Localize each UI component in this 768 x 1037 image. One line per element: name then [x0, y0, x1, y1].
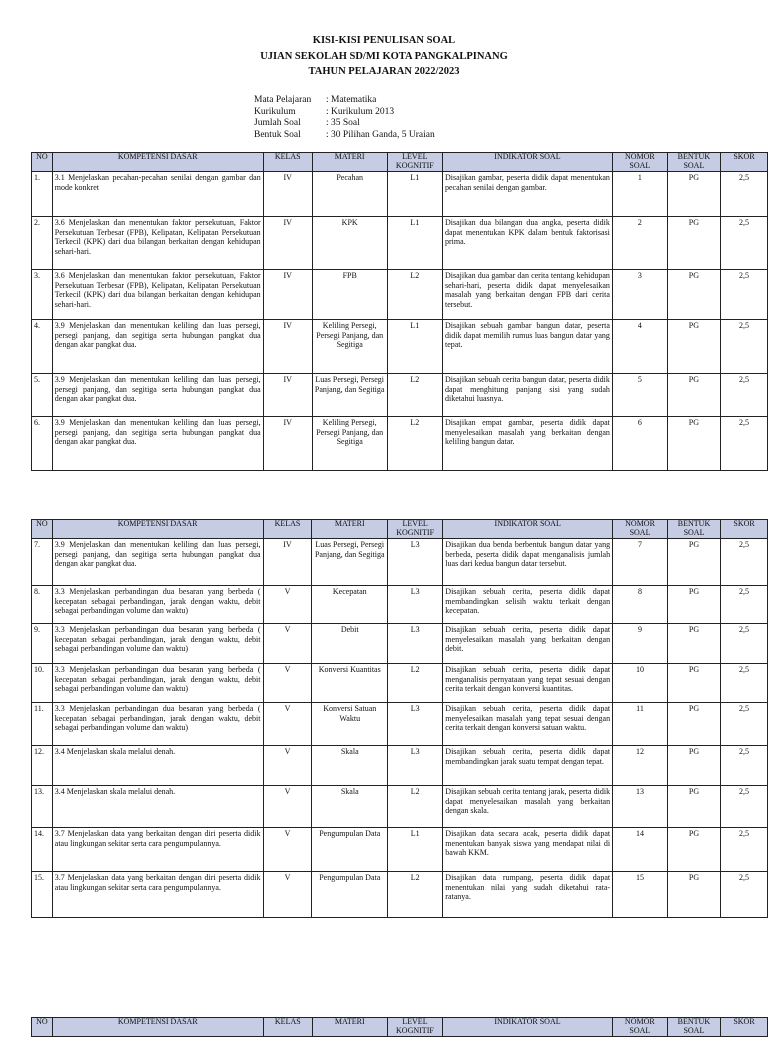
no-cell: 14.	[32, 828, 53, 872]
kelas-cell: IV	[263, 417, 312, 471]
skor-cell: 2,5	[720, 172, 767, 217]
info-label: Jumlah Soal	[254, 118, 301, 128]
no-cell: 7.	[32, 539, 53, 586]
info-value: : 30 Pilihan Ganda, 5 Uraian	[326, 129, 435, 140]
column-header: SKOR	[720, 1018, 767, 1037]
grid-table-1	[31, 152, 768, 471]
indikator-cell: Disajikan sebuah gambar bangun datar, peserta didik dapat memilih rumus luas bangun datar yang tepat.	[442, 320, 612, 374]
indikator-cell: Disajikan data rumpang, peserta didik dapat menentukan nilai yang sudah diketahui rata-ratanya.	[443, 872, 613, 918]
column-header: BENTUK SOAL	[667, 153, 720, 172]
materi-cell: Pecahan	[312, 172, 387, 217]
nomor-cell: 10	[613, 664, 668, 703]
kelas-cell: V	[263, 664, 312, 703]
column-header: LEVEL KOGNITIF	[387, 153, 442, 172]
table-row	[32, 172, 768, 217]
no-cell: 3.	[32, 270, 53, 320]
column-header: NOMOR SOAL	[612, 153, 667, 172]
grid-table-3-header	[31, 1017, 768, 1037]
materi-cell: Kecepatan	[312, 586, 388, 624]
kelas-cell: IV	[263, 217, 312, 270]
no-cell: 9.	[32, 624, 53, 664]
kelas-cell: IV	[263, 172, 312, 217]
table-row	[32, 664, 768, 703]
column-header: SKOR	[720, 153, 767, 172]
indikator-cell: Disajikan sebuah cerita, peserta didik dapat menyelesaikan masalah yang tepat sesuai dengan cerita terkait dengan konversi satuan waktu.	[443, 703, 613, 746]
kompetensi-cell: 3.4 Menjelaskan skala melalui denah.	[52, 746, 263, 786]
info-value: : 35 Soal	[326, 118, 360, 128]
indikator-cell: Disajikan sebuah cerita, peserta didik dapat membandingkan selisih waktu terkait dengan kecepatan.	[443, 586, 613, 624]
kompetensi-cell: 3.7 Menjelaskan data yang berkaitan dengan diri peserta didik atau lingkungan sekitar serta cara pengumpulannya.	[52, 872, 263, 918]
column-header: KOMPETENSI DASAR	[52, 520, 263, 539]
nomor-cell: 13	[613, 786, 668, 828]
bentuk-cell: PG	[667, 664, 720, 703]
kompetensi-cell: 3.9 Menjelaskan dan menentukan keliling dan luas persegi, persegi panjang, dan segitiga serta hubungan pangkat dua dengan akar pangkat dua.	[52, 539, 263, 586]
skor-cell: 2,5	[720, 217, 767, 270]
nomor-cell: 9	[613, 624, 668, 664]
bentuk-cell: PG	[667, 320, 720, 374]
level-cell: L2	[388, 872, 443, 918]
column-header: KELAS	[263, 520, 312, 539]
info-label: Mata Pelajaran	[254, 95, 312, 105]
table-row	[32, 217, 768, 270]
bentuk-cell: PG	[667, 539, 720, 586]
bentuk-cell: PG	[667, 374, 720, 417]
materi-cell: KPK	[312, 217, 387, 270]
nomor-cell: 8	[613, 586, 668, 624]
kelas-cell: IV	[263, 320, 312, 374]
indikator-cell: Disajikan gambar, peserta didik dapat menentukan pecahan senilai dengan gambar.	[442, 172, 612, 217]
indikator-cell: Disajikan sebuah cerita, peserta didik dapat membandingkan jarak suatu tempat dengan tepat.	[443, 746, 613, 786]
materi-cell: Pengumpulan Data	[312, 828, 388, 872]
kelas-cell: V	[263, 786, 312, 828]
column-header: LEVEL KOGNITIF	[388, 520, 443, 539]
nomor-cell: 1	[612, 172, 667, 217]
no-cell: 1.	[32, 172, 53, 217]
kompetensi-cell: 3.3 Menjelaskan perbandingan dua besaran yang berbeda ( kecepatan sebagai perbandingan, jarak dengan waktu, debit sebagai perbandingan volume dan waktu)	[52, 586, 263, 624]
kelas-cell: V	[263, 624, 312, 664]
materi-cell: FPB	[312, 270, 387, 320]
info-row	[254, 95, 435, 107]
indikator-cell: Disajikan empat gambar, peserta didik dapat menyelesaikan masalah yang berkaitan dengan keliling bangun datar.	[442, 417, 612, 471]
document-header	[0, 33, 768, 80]
skor-cell: 2,5	[720, 417, 767, 471]
indikator-cell: Disajikan dua benda berbentuk bangun datar yang berbeda, peserta didik dapat menganalisis jumlah luas dari kedua bangun datar tersebut.	[443, 539, 613, 586]
table-row	[32, 270, 768, 320]
table-row	[32, 586, 768, 624]
column-header: MATERI	[312, 1018, 387, 1037]
kelas-cell: V	[263, 746, 312, 786]
no-cell: 6.	[32, 417, 53, 471]
bentuk-cell: PG	[667, 417, 720, 471]
level-cell: L3	[388, 746, 443, 786]
bentuk-cell: PG	[667, 586, 720, 624]
nomor-cell: 2	[612, 217, 667, 270]
no-cell: 11.	[32, 703, 53, 746]
bentuk-cell: PG	[667, 828, 720, 872]
bentuk-cell: PG	[667, 703, 720, 746]
nomor-cell: 3	[612, 270, 667, 320]
table-row	[32, 539, 768, 586]
column-header: MATERI	[312, 153, 387, 172]
indikator-cell: Disajikan dua bilangan dua angka, peserta didik dapat menentukan KPK dalam bentuk faktorisasi prima.	[442, 217, 612, 270]
kompetensi-cell: 3.9 Menjelaskan dan menentukan keliling dan luas persegi, persegi panjang, dan segitiga serta hubungan pangkat dua dengan akar pangkat dua.	[52, 374, 263, 417]
kompetensi-cell: 3.9 Menjelaskan dan menentukan keliling dan luas persegi, persegi panjang, dan segitiga serta hubungan pangkat dua dengan akar pangkat dua.	[52, 320, 263, 374]
indikator-cell: Disajikan sebuah cerita bangun datar, peserta didik dapat menghitung panjang sisi yang sudah diketahui luasnya.	[442, 374, 612, 417]
table-row	[32, 374, 768, 417]
kompetensi-cell: 3.9 Menjelaskan dan menentukan keliling dan luas persegi, persegi panjang, dan segitiga serta hubungan pangkat dua dengan akar pangkat dua.	[52, 417, 263, 471]
skor-cell: 2,5	[721, 746, 768, 786]
no-cell: 8.	[32, 586, 53, 624]
kelas-cell: IV	[263, 374, 312, 417]
subject-info	[254, 95, 435, 141]
skor-cell: 2,5	[721, 703, 768, 746]
materi-cell: Konversi Kuantitas	[312, 664, 388, 703]
header-row	[32, 1018, 768, 1037]
info-value: : Kurikulum 2013	[326, 106, 395, 117]
bentuk-cell: PG	[667, 872, 720, 918]
skor-cell: 2,5	[721, 786, 768, 828]
materi-cell: Keliling Persegi, Persegi Panjang, dan Segitiga	[312, 417, 387, 471]
level-cell: L1	[387, 172, 442, 217]
column-header: INDIKATOR SOAL	[443, 520, 613, 539]
level-cell: L2	[388, 664, 443, 703]
materi-cell: Skala	[312, 746, 388, 786]
materi-cell: Luas Persegi, Persegi Panjang, dan Segitiga	[312, 539, 388, 586]
column-header: NO	[32, 1018, 53, 1037]
info-label: Kurikulum	[254, 106, 296, 117]
indikator-cell: Disajikan sebuah cerita, peserta didik dapat menganalisis pernyataan yang tepat sesuai dengan cerita terkait dengan konversi kuantitas.	[443, 664, 613, 703]
column-header: NO	[32, 153, 53, 172]
nomor-cell: 5	[612, 374, 667, 417]
grid-table-2	[31, 519, 768, 918]
column-header: INDIKATOR SOAL	[442, 153, 612, 172]
level-cell: L1	[387, 217, 442, 270]
bentuk-cell: PG	[667, 270, 720, 320]
skor-cell: 2,5	[720, 270, 767, 320]
skor-cell: 2,5	[721, 828, 768, 872]
materi-cell: Pengumpulan Data	[312, 872, 388, 918]
info-row	[254, 118, 435, 130]
level-cell: L1	[387, 320, 442, 374]
bentuk-cell: PG	[667, 786, 720, 828]
info-value: : Matematika	[326, 95, 377, 105]
no-cell: 5.	[32, 374, 53, 417]
nomor-cell: 15	[613, 872, 668, 918]
info-row	[254, 130, 435, 142]
indikator-cell: Disajikan sebuah cerita tentang jarak, peserta didik dapat menyelesaikan masalah yang berkaitan dengan skala.	[443, 786, 613, 828]
info-row	[254, 107, 435, 119]
kompetensi-cell: 3.3 Menjelaskan perbandingan dua besaran yang berbeda ( kecepatan sebagai perbandingan, jarak dengan waktu, debit sebagai perbandingan volume dan waktu)	[52, 703, 263, 746]
level-cell: L3	[388, 539, 443, 586]
kompetensi-cell: 3.1 Menjelaskan pecahan-pecahan senilai dengan gambar dan mode konkret	[52, 172, 263, 217]
no-cell: 2.	[32, 217, 53, 270]
column-header: NOMOR SOAL	[613, 520, 668, 539]
bentuk-cell: PG	[667, 172, 720, 217]
table-row	[32, 417, 768, 471]
column-header: BENTUK SOAL	[667, 1018, 720, 1037]
nomor-cell: 4	[612, 320, 667, 374]
table-row	[32, 703, 768, 746]
level-cell: L2	[387, 374, 442, 417]
title-line-1: KISI-KISI PENULISAN SOAL	[312, 35, 456, 46]
table-row	[32, 828, 768, 872]
kelas-cell: V	[263, 703, 312, 746]
header-row	[32, 153, 768, 172]
nomor-cell: 7	[613, 539, 668, 586]
column-header: NOMOR SOAL	[612, 1018, 667, 1037]
level-cell: L2	[387, 270, 442, 320]
no-cell: 15.	[32, 872, 53, 918]
no-cell: 10.	[32, 664, 53, 703]
level-cell: L3	[388, 703, 443, 746]
title-line-2: UJIAN SEKOLAH SD/MI KOTA PANGKALPINANG	[260, 50, 508, 62]
materi-cell: Skala	[312, 786, 388, 828]
column-header: MATERI	[312, 520, 388, 539]
column-header: KELAS	[263, 1018, 312, 1037]
kompetensi-cell: 3.3 Menjelaskan perbandingan dua besaran yang berbeda ( kecepatan sebagai perbandingan, jarak dengan waktu, debit sebagai perbandingan volume dan waktu)	[52, 664, 263, 703]
column-header: INDIKATOR SOAL	[443, 1018, 613, 1037]
bentuk-cell: PG	[667, 746, 720, 786]
column-header: SKOR	[721, 520, 768, 539]
level-cell: L1	[388, 828, 443, 872]
table-row	[32, 320, 768, 374]
level-cell: L3	[388, 624, 443, 664]
table-row	[32, 746, 768, 786]
kompetensi-cell: 3.6 Menjelaskan dan menentukan faktor persekutuan, Faktor Persekutuan Terbesar (FPB), Kelipatan, Kelipatan Persekutuan Terkecil (KPK) dari dua bilangan berkaitan dengan kehidupan sehari-hari.	[52, 217, 263, 270]
info-label: Bentuk Soal	[254, 129, 301, 140]
skor-cell: 2,5	[720, 374, 767, 417]
table-row	[32, 872, 768, 918]
nomor-cell: 14	[613, 828, 668, 872]
skor-cell: 2,5	[721, 539, 768, 586]
title-line-3: TAHUN PELAJARAN 2022/2023	[308, 66, 460, 77]
level-cell: L2	[388, 786, 443, 828]
column-header: LEVEL KOGNITIF	[387, 1018, 442, 1037]
skor-cell: 2,5	[721, 624, 768, 664]
nomor-cell: 12	[613, 746, 668, 786]
no-cell: 12.	[32, 746, 53, 786]
kompetensi-cell: 3.6 Menjelaskan dan menentukan faktor persekutuan, Faktor Persekutuan Terbesar (FPB), Kelipatan, Kelipatan Persekutuan Terkecil (KPK) dari dua bilangan berkaitan dengan kehidupan sehari-hari.	[52, 270, 263, 320]
level-cell: L2	[387, 417, 442, 471]
kompetensi-cell: 3.7 Menjelaskan data yang berkaitan dengan diri peserta didik atau lingkungan sekitar serta cara pengumpulannya.	[52, 828, 263, 872]
kelas-cell: V	[263, 828, 312, 872]
kelas-cell: V	[263, 586, 312, 624]
materi-cell: Debit	[312, 624, 388, 664]
skor-cell: 2,5	[721, 664, 768, 703]
materi-cell: Luas Persegi, Persegi Panjang, dan Segitiga	[312, 374, 387, 417]
skor-cell: 2,5	[720, 320, 767, 374]
table-row	[32, 786, 768, 828]
skor-cell: 2,5	[721, 586, 768, 624]
indikator-cell: Disajikan sebuah cerita, peserta didik dapat menyelesaikan masalah yang berkaitan dengan debit.	[443, 624, 613, 664]
kelas-cell: IV	[263, 270, 312, 320]
bentuk-cell: PG	[667, 624, 720, 664]
skor-cell: 2,5	[721, 872, 768, 918]
no-cell: 13.	[32, 786, 53, 828]
kompetensi-cell: 3.4 Menjelaskan skala melalui denah.	[52, 786, 263, 828]
materi-cell: Keliling Persegi, Persegi Panjang, dan Segitiga	[312, 320, 387, 374]
column-header: KOMPETENSI DASAR	[52, 1018, 263, 1037]
column-header: NO	[32, 520, 53, 539]
column-header: KELAS	[263, 153, 312, 172]
column-header: BENTUK SOAL	[667, 520, 720, 539]
indikator-cell: Disajikan dua gambar dan cerita tentang kehidupan sehari-hari, peserta didik dapat menyelesaikan masalah yang berkaitan dengan FPB dari cerita tersebut.	[442, 270, 612, 320]
bentuk-cell: PG	[667, 217, 720, 270]
table-row	[32, 624, 768, 664]
header-row	[32, 520, 768, 539]
nomor-cell: 11	[613, 703, 668, 746]
kelas-cell: IV	[263, 539, 312, 586]
kompetensi-cell: 3.3 Menjelaskan perbandingan dua besaran yang berbeda ( kecepatan sebagai perbandingan, jarak dengan waktu, debit sebagai perbandingan volume dan waktu)	[52, 624, 263, 664]
level-cell: L3	[388, 586, 443, 624]
materi-cell: Konversi Satuan Waktu	[312, 703, 388, 746]
column-header: KOMPETENSI DASAR	[52, 153, 263, 172]
indikator-cell: Disajikan data secara acak, peserta didik dapat menentukan banyak siswa yang mendapat nilai di bawah KKM.	[443, 828, 613, 872]
nomor-cell: 6	[612, 417, 667, 471]
kelas-cell: V	[263, 872, 312, 918]
no-cell: 4.	[32, 320, 53, 374]
